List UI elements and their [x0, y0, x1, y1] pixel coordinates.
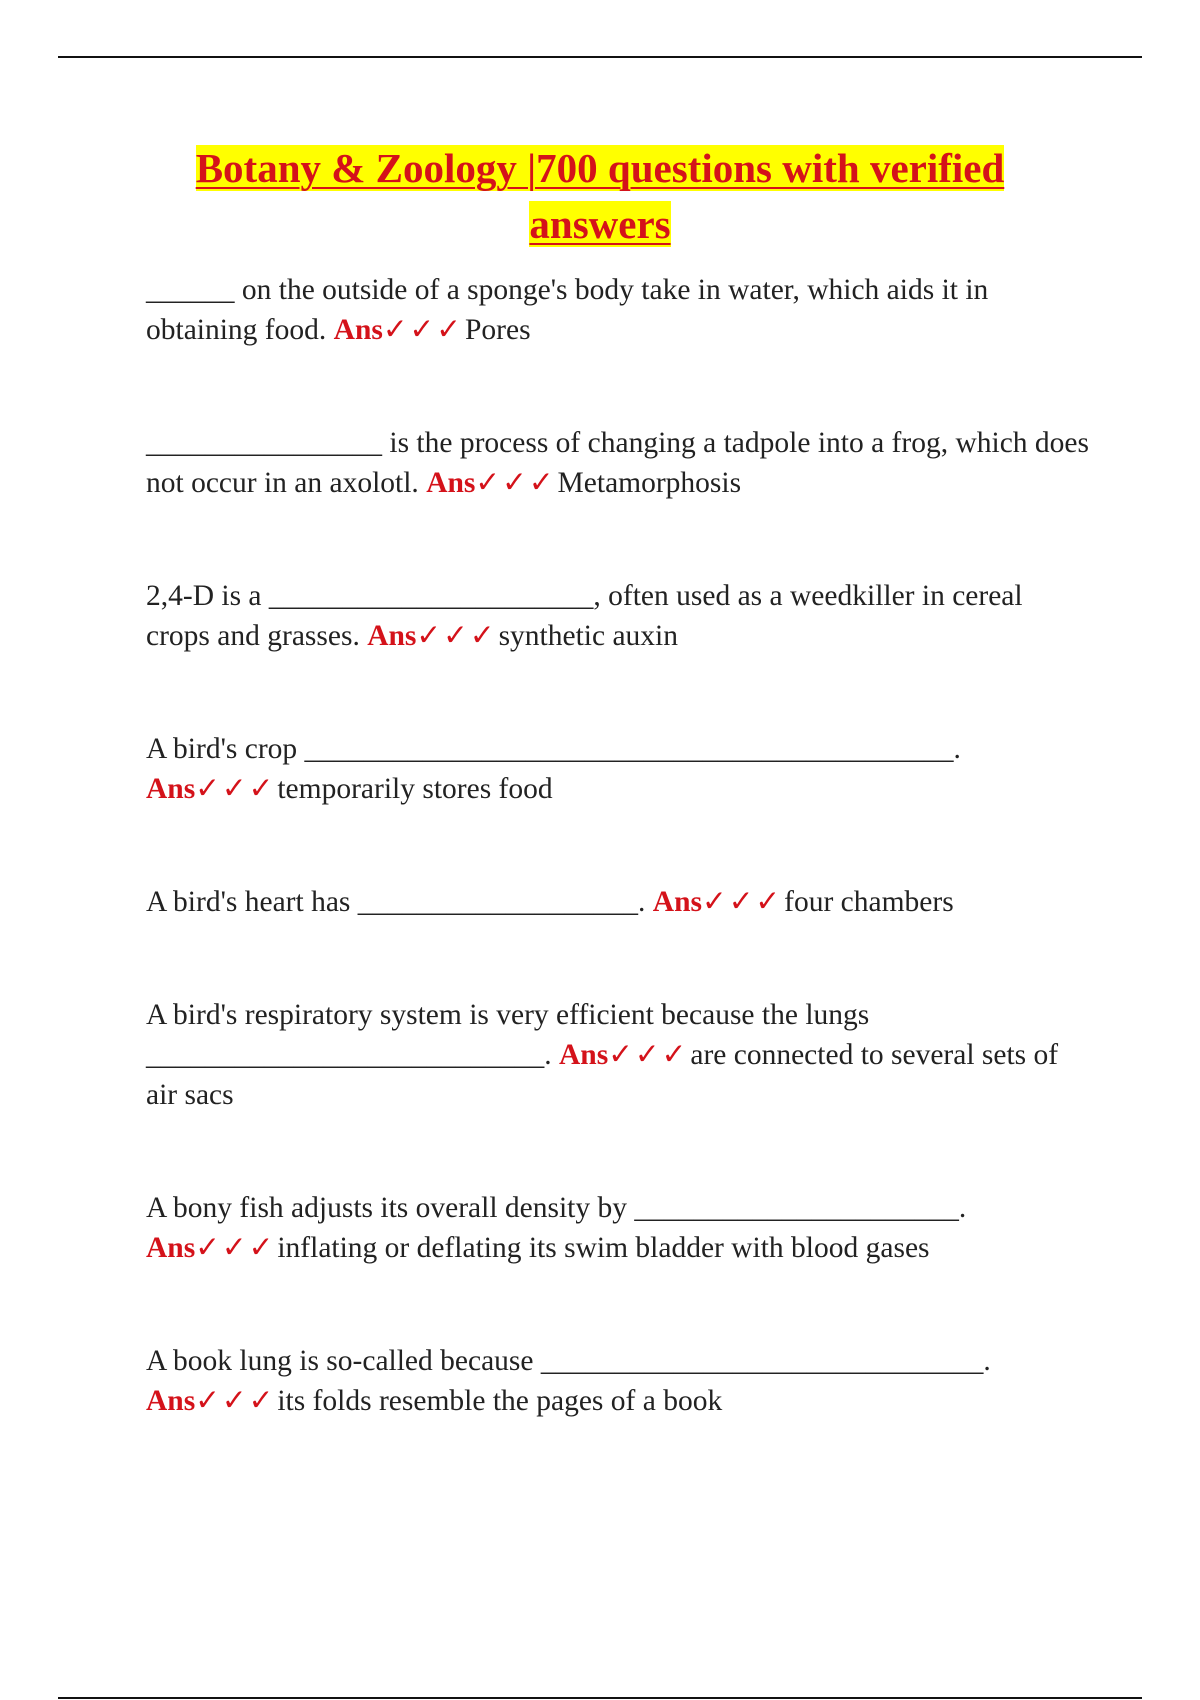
check-icon: ✓✓✓	[195, 1232, 276, 1264]
answer-label: Ans	[426, 467, 476, 499]
qa-item	[146, 729, 1090, 809]
qa-item	[146, 1188, 1090, 1268]
top-rule	[58, 56, 1142, 58]
check-icon: ✓✓✓	[475, 467, 556, 499]
question-text: 2,4-D is a ______________________, often used as a weedkiller in cereal crops and grasses.	[146, 580, 1023, 652]
qa-item	[146, 270, 1090, 350]
answer-label: Ans	[146, 773, 196, 805]
document-title	[130, 140, 1070, 252]
qa-list	[146, 270, 1090, 1494]
question-text: ________________ is the process of changing a tadpole into a frog, which does not occur in an axolotl.	[146, 427, 1089, 499]
answer-label: Ans	[146, 1232, 196, 1264]
answer-text: are connected to several sets of air sacs	[146, 1039, 1059, 1111]
answer-text: its folds resemble the pages of a book	[277, 1385, 723, 1417]
question-text: ______ on the outside of a sponge's body take in water, which aids it in obtaining food.	[146, 274, 989, 346]
answer-label: Ans	[146, 1385, 196, 1417]
check-icon: ✓✓✓	[382, 314, 463, 346]
answer-text: synthetic auxin	[498, 620, 678, 652]
answer-label: Ans	[333, 314, 383, 346]
qa-item	[146, 576, 1090, 656]
bottom-rule	[58, 1697, 1142, 1699]
check-icon: ✓✓✓	[195, 1385, 276, 1417]
check-icon: ✓✓✓	[416, 620, 497, 652]
answer-label: Ans	[367, 620, 417, 652]
question-text: A bony fish adjusts its overall density by ______________________.	[146, 1192, 967, 1224]
qa-item	[146, 1341, 1090, 1421]
question-text: A bird's crop ____________________________________________.	[146, 733, 961, 765]
question-text: A bird's respiratory system is very efficient because the lungs ___________________________.	[146, 999, 870, 1071]
answer-label: Ans	[652, 886, 702, 918]
qa-item	[146, 423, 1090, 503]
answer-text: inflating or deflating its swim bladder with blood gases	[277, 1232, 930, 1264]
check-icon: ✓✓✓	[195, 773, 276, 805]
answer-text: four chambers	[784, 886, 954, 918]
check-icon: ✓✓✓	[701, 886, 783, 918]
qa-item	[146, 882, 1090, 922]
document-title-text: Botany & Zoology |700 questions with verified answers	[195, 145, 1005, 247]
answer-label: Ans	[559, 1039, 609, 1071]
answer-text: Pores	[465, 314, 531, 346]
check-icon: ✓✓✓	[608, 1039, 689, 1071]
question-text: A book lung is so-called because ______________________________.	[146, 1345, 991, 1377]
qa-item	[146, 995, 1090, 1115]
answer-text: Metamorphosis	[557, 467, 742, 499]
answer-text: temporarily stores food	[277, 773, 553, 805]
question-text: A bird's heart has ___________________.	[146, 886, 646, 918]
